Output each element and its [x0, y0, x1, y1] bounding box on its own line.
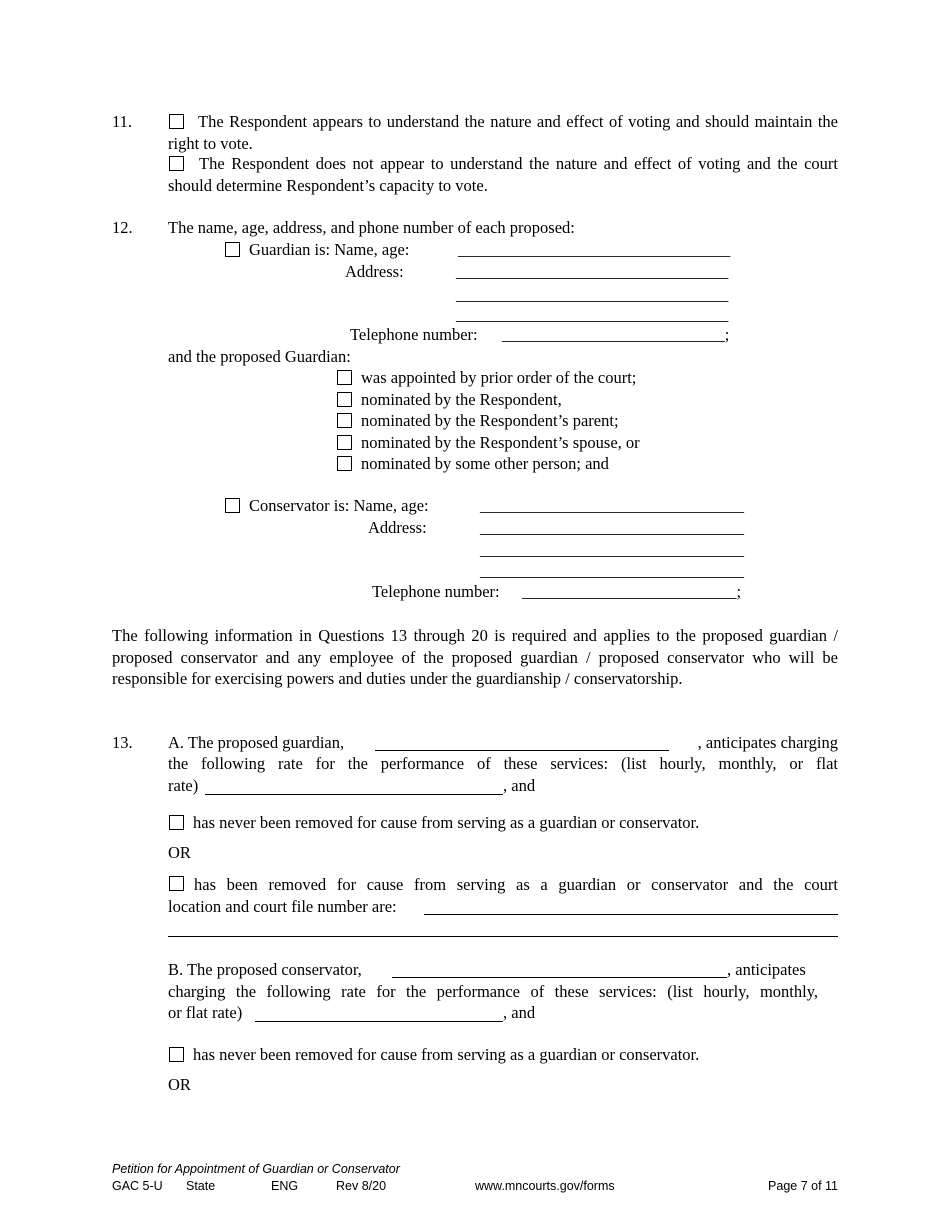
guardian-name-field[interactable]: _________________________________ [458, 240, 731, 259]
guardian-or-label: OR [168, 843, 191, 862]
guardian-court-file-line[interactable] [424, 914, 838, 915]
q13a-end: , anticipates charging [697, 733, 838, 752]
guardian-option-label: nominated by some other person; and [361, 454, 609, 473]
q12-intro: The name, age, address, and phone number of each proposed: [168, 218, 575, 237]
q12-number: 12. [112, 218, 133, 237]
conservator-telephone-field[interactable]: __________________________; [522, 582, 742, 601]
guardian-option-label: nominated by the Respondent, [361, 390, 562, 409]
q13b-line2: charging the following rate for the performance of these services: (list hourly, monthly, [168, 982, 818, 1001]
conservator-name-label: Conservator is: Name, age: [249, 496, 429, 515]
footer-website[interactable]: www.mncourts.gov/forms [475, 1179, 615, 1193]
guardian-removed-checkbox[interactable] [169, 876, 184, 891]
q11-option2-text: The Respondent does not appear to understand the nature and effect of voting and the court should determine Respondent’s capacity to vote. [168, 154, 838, 195]
guardian-address-field-2[interactable]: _________________________________ [456, 285, 729, 304]
guardian-address-field-3[interactable]: _________________________________ [456, 305, 729, 324]
guardian-option-checkbox[interactable] [337, 370, 352, 385]
footer-form-code: GAC 5-U [112, 1179, 163, 1193]
guardian-telephone-field[interactable]: ___________________________; [502, 325, 730, 344]
conservator-address-label: Address: [368, 518, 427, 537]
q13b-and: , and [503, 1003, 536, 1022]
q13b-start: B. The proposed conservator, [168, 960, 362, 979]
guardian-option-checkbox[interactable] [337, 392, 352, 407]
guardian-court-file-line-2[interactable] [168, 936, 838, 937]
q13b-rate-label: or flat rate) [168, 1003, 243, 1022]
proposed-conservator-name-line[interactable] [392, 977, 727, 978]
footer-page-number: Page 7 of 11 [768, 1179, 838, 1193]
conservator-or-label: OR [168, 1075, 191, 1094]
guardian-address-field-1[interactable]: _________________________________ [456, 262, 729, 281]
q13a-line2: the following rate for the performance of these services: (list hourly, monthly, or flat [168, 754, 838, 773]
guardian-never-removed-checkbox[interactable] [169, 815, 184, 830]
guardian-telephone-label: Telephone number: [350, 325, 478, 344]
guardian-option-label: was appointed by prior order of the court; [361, 368, 637, 387]
guardian-removed-text: has been removed for cause from serving as a guardian or conservator and the court [194, 875, 838, 894]
guardian-option-checkbox[interactable] [337, 413, 352, 428]
guardian-name-label: Guardian is: Name, age: [249, 240, 410, 259]
info-paragraph: The following information in Questions 13 through 20 is required and applies to the proposed guardian / proposed conservator and any employee of the proposed guardian / proposed conservator who will be responsible for exercising powers and duties under the guardianship / conservatorship. [112, 626, 838, 688]
conservator-address-field-2[interactable]: ________________________________ [480, 540, 744, 559]
footer-language: ENG [271, 1179, 299, 1193]
guardian-option-checkbox[interactable] [337, 435, 352, 450]
conservator-checkbox[interactable] [225, 498, 240, 513]
guardian-option-label: nominated by the Respondent’s spouse, or [361, 433, 640, 452]
q13a-and: , and [503, 776, 536, 795]
q13b-end: , anticipates [727, 960, 806, 979]
q11-number: 11. [112, 112, 133, 131]
q13a-rate-label: rate) [168, 776, 199, 795]
guardian-option-checkbox[interactable] [337, 456, 352, 471]
guardian-never-removed-text: has never been removed for cause from serving as a guardian or conservator. [193, 813, 700, 832]
footer-revision: Rev 8/20 [336, 1179, 387, 1193]
footer-jurisdiction: State [186, 1179, 216, 1193]
conservator-address-field-1[interactable]: ________________________________ [480, 518, 744, 537]
guardian-address-label: Address: [345, 262, 404, 281]
guardian-checkbox[interactable] [225, 242, 240, 257]
q13a-start: A. The proposed guardian, [168, 733, 345, 752]
conservator-address-field-3[interactable]: ________________________________ [480, 561, 744, 580]
guardian-rate-line[interactable] [205, 794, 503, 795]
q13-number: 13. [112, 733, 133, 752]
conservator-never-removed-text: has never been removed for cause from serving as a guardian or conservator. [193, 1045, 700, 1064]
guardian-removed-location-label: location and court file number are: [168, 897, 397, 916]
conservator-telephone-label: Telephone number: [372, 582, 500, 601]
q11-option1-text: The Respondent appears to understand the nature and effect of voting and should maintain the right to vote. [168, 112, 838, 153]
guardian-option-label: nominated by the Respondent’s parent; [361, 411, 619, 430]
conservator-never-removed-checkbox[interactable] [169, 1047, 184, 1062]
proposed-guardian-label: and the proposed Guardian: [168, 347, 351, 366]
footer-form-title: Petition for Appointment of Guardian or Conservator [112, 1162, 400, 1176]
proposed-guardian-name-line[interactable] [375, 750, 669, 751]
conservator-name-field[interactable]: ________________________________ [480, 496, 744, 515]
conservator-rate-line[interactable] [255, 1021, 503, 1022]
